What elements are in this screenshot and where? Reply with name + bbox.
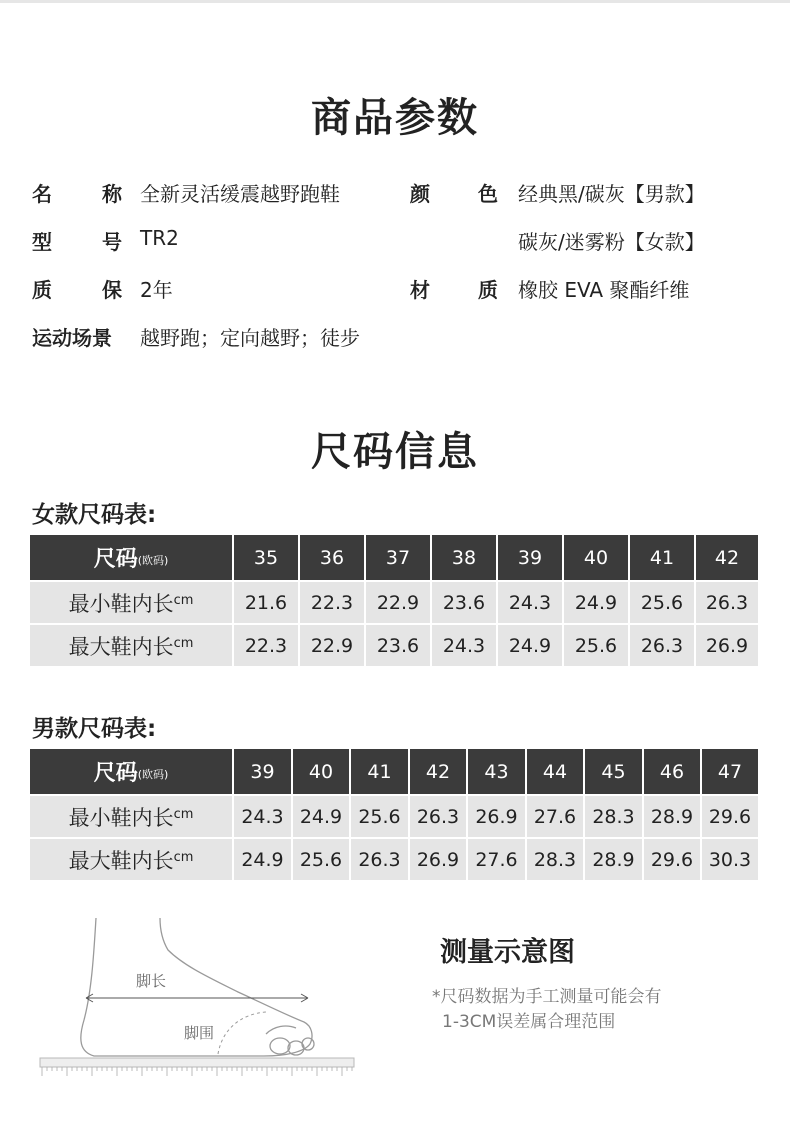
min-length-cell: 22.3 (300, 582, 366, 625)
men-max-length-row (30, 839, 760, 880)
size-cell: 47 (702, 749, 760, 796)
women-size-header-row (30, 535, 760, 582)
param-label-model: 型 号 (32, 230, 122, 254)
param-value-color-women: 碳灰/迷雾粉【女款】 (518, 230, 705, 254)
size-cell: 38 (432, 535, 498, 582)
top-divider (0, 0, 790, 3)
max-length-cell: 28.3 (527, 839, 585, 880)
size-cell: 41 (351, 749, 410, 796)
min-length-cell: 27.6 (527, 796, 585, 839)
max-length-cell: 28.9 (585, 839, 644, 880)
foot-measure-diagram (34, 910, 364, 1085)
max-length-cell: 26.9 (410, 839, 468, 880)
size-cell: 42 (410, 749, 468, 796)
measure-note-line1: *尺码数据为手工测量可能会有 (432, 987, 662, 1007)
min-length-cell: 24.9 (293, 796, 351, 839)
min-length-label: 最小鞋内长$^{cm}$ (30, 582, 234, 625)
param-label-material: 材 质 (410, 278, 498, 302)
size-header-cell: 尺码(欧码) (30, 749, 234, 796)
param-value-model: TR2 (140, 226, 179, 250)
size-cell: 39 (234, 749, 293, 796)
min-length-label: 最小鞋内长$^{cm}$ (30, 796, 234, 839)
ruler (40, 1058, 354, 1067)
women-size-table (30, 535, 760, 666)
measure-note (432, 985, 662, 1035)
max-length-cell: 26.9 (696, 625, 760, 666)
length-arrow (86, 994, 308, 1002)
women-table-title: 女款尺码表: (32, 502, 157, 528)
size-cell: 42 (696, 535, 760, 582)
ruler-ticks (42, 1067, 352, 1076)
max-length-cell: 26.3 (630, 625, 696, 666)
min-length-cell: 22.9 (366, 582, 432, 625)
size-cell: 40 (564, 535, 630, 582)
measure-note-line2: 1-3CM误差属合理范围 (442, 1012, 616, 1032)
param-label-color: 颜 色 (410, 182, 498, 206)
men-size-table (30, 749, 760, 880)
param-label-scene: 运动场景 (32, 326, 112, 350)
max-length-cell: 26.3 (351, 839, 410, 880)
max-length-label: 最大鞋内长$^{cm}$ (30, 839, 234, 880)
max-length-cell: 24.9 (234, 839, 293, 880)
max-length-cell: 22.9 (300, 625, 366, 666)
size-cell: 39 (498, 535, 564, 582)
param-value-warranty: 2年 (140, 278, 173, 302)
min-length-cell: 26.3 (696, 582, 760, 625)
max-length-cell: 23.6 (366, 625, 432, 666)
size-cell: 44 (527, 749, 585, 796)
measure-title: 测量示意图 (440, 937, 575, 968)
min-length-cell: 24.9 (564, 582, 630, 625)
size-cell: 43 (468, 749, 527, 796)
max-length-cell: 25.6 (564, 625, 630, 666)
size-cell: 45 (585, 749, 644, 796)
men-min-length-row (30, 796, 760, 839)
max-length-cell: 24.3 (432, 625, 498, 666)
men-size-header-row (30, 749, 760, 796)
param-value-material: 橡胶 EVA 聚酯纤维 (518, 278, 690, 302)
param-label-name: 名 称 (32, 182, 122, 206)
max-length-cell: 22.3 (234, 625, 300, 666)
param-value-color-men: 经典黑/碳灰【男款】 (518, 182, 705, 206)
size-cell: 37 (366, 535, 432, 582)
women-max-length-row (30, 625, 760, 666)
param-value-scene: 越野跑；定向越野；徒步 (140, 326, 360, 350)
min-length-cell: 25.6 (630, 582, 696, 625)
size-cell: 40 (293, 749, 351, 796)
params-title: 商品参数 (311, 95, 479, 141)
size-cell: 46 (644, 749, 702, 796)
min-length-cell: 26.3 (410, 796, 468, 839)
girth-guide (218, 1012, 266, 1054)
param-label-warranty: 质 保 (32, 278, 122, 302)
size-cell: 36 (300, 535, 366, 582)
women-min-length-row (30, 582, 760, 625)
foot-girth-label: 脚围 (184, 1024, 215, 1042)
size-info-title: 尺码信息 (311, 429, 479, 475)
min-length-cell: 21.6 (234, 582, 300, 625)
min-length-cell: 24.3 (234, 796, 293, 839)
foot-length-label: 脚长 (136, 972, 167, 990)
max-length-cell: 24.9 (498, 625, 564, 666)
men-table-title: 男款尺码表: (32, 716, 157, 742)
min-length-cell: 24.3 (498, 582, 564, 625)
param-value-name: 全新灵活缓震越野跑鞋 (140, 182, 340, 206)
max-length-cell: 25.6 (293, 839, 351, 880)
min-length-cell: 25.6 (351, 796, 410, 839)
size-cell: 41 (630, 535, 696, 582)
min-length-cell: 26.9 (468, 796, 527, 839)
min-length-cell: 28.9 (644, 796, 702, 839)
min-length-cell: 29.6 (702, 796, 760, 839)
size-header-cell: 尺码(欧码) (30, 535, 234, 582)
size-cell: 35 (234, 535, 300, 582)
max-length-cell: 27.6 (468, 839, 527, 880)
max-length-label: 最大鞋内长$^{cm}$ (30, 625, 234, 666)
max-length-cell: 29.6 (644, 839, 702, 880)
min-length-cell: 28.3 (585, 796, 644, 839)
max-length-cell: 30.3 (702, 839, 760, 880)
min-length-cell: 23.6 (432, 582, 498, 625)
